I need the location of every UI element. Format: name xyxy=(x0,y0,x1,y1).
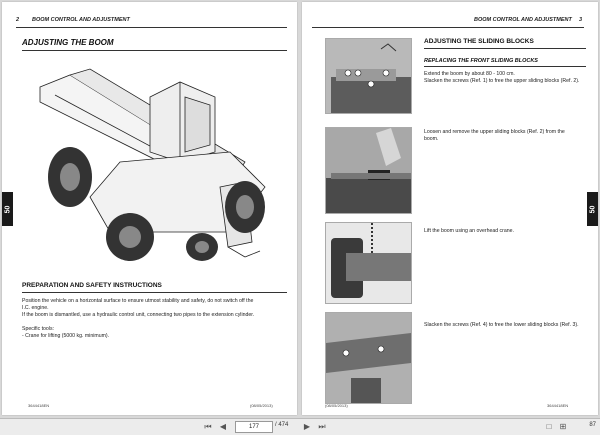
left-header-title: BOOM CONTROL AND ADJUSTMENT xyxy=(32,17,130,23)
right-page xyxy=(302,2,598,415)
photo-step2 xyxy=(325,127,412,214)
wheel-front-left xyxy=(48,147,92,207)
prev-page-icon[interactable]: ◀ xyxy=(219,422,227,431)
step2-line2: boom. xyxy=(424,136,439,142)
left-header xyxy=(16,16,287,28)
left-footer-code: 3644418EN xyxy=(28,403,50,408)
prep-para2: If the boom is dismantled, use a hydraulic control unit, connecting two pipes to the extension cylinder. xyxy=(22,312,255,318)
step4: Slacken the screws (Ref. 4) to free the lower sliding blocks (Ref. 3). xyxy=(424,322,579,328)
right-footer-code: 3644418EN xyxy=(547,403,569,408)
prep-rule xyxy=(22,292,287,293)
tools-item: - Crane for lifting (5000 kg. minimum). xyxy=(22,333,110,339)
last-page-icon[interactable]: ⏭ xyxy=(318,422,326,431)
first-page-icon[interactable]: ⏮ xyxy=(204,422,212,431)
viewer-toolbar xyxy=(0,418,600,435)
step1-line1: Extend the boom by about 80 - 100 cm. xyxy=(424,71,515,77)
zoom-level: 87 xyxy=(589,422,596,428)
left-footer-date: (08/05/2013) xyxy=(250,403,273,408)
left-page-number: 2 xyxy=(16,17,20,23)
right-section-rule xyxy=(424,48,586,49)
step1-line2: Slacken the screws (Ref. 1) to free the upper sliding blocks (Ref. 2). xyxy=(424,78,580,84)
right-page-number: 3 xyxy=(578,17,582,23)
photo-step3 xyxy=(325,222,412,304)
left-page xyxy=(2,2,297,415)
step3: Lift the boom using an overhead crane. xyxy=(424,228,514,234)
next-page-icon[interactable]: ▶ xyxy=(303,422,311,431)
prep-para1-line2: I.C. engine. xyxy=(22,305,49,311)
zoom-icon[interactable]: ⊞ xyxy=(559,422,567,431)
subsection-title: REPLACING THE FRONT SLIDING BLOCKS xyxy=(424,58,538,64)
chapter-tab-left: 50 xyxy=(2,192,13,226)
photo-step4 xyxy=(325,312,412,404)
wheel-rear-right xyxy=(186,233,218,261)
wheel-front-right xyxy=(225,181,265,233)
prep-para1-line1: Position the vehicle on a horizontal surface to ensure utmost stability and safety, do not switch off the xyxy=(22,298,254,304)
right-header-title: BOOM CONTROL AND ADJUSTMENT xyxy=(474,17,572,23)
chapter-tab-right: 50 xyxy=(587,192,598,226)
right-header xyxy=(312,16,584,28)
right-footer-date: (08/05/2013) xyxy=(325,403,348,408)
photo-step1 xyxy=(325,38,412,114)
step2-line1: Loosen and remove the upper sliding blocks (Ref. 2) from the xyxy=(424,129,565,135)
section-title-adjusting-boom: ADJUSTING THE BOOM xyxy=(22,38,114,47)
telehandler-illustration xyxy=(30,57,280,262)
wheel-rear-left xyxy=(106,213,154,261)
subsection-rule xyxy=(424,66,586,67)
prep-title: PREPARATION AND SAFETY INSTRUCTIONS xyxy=(22,282,162,289)
tools-title: Specific tools: xyxy=(22,326,55,332)
fit-page-icon[interactable]: □ xyxy=(546,422,552,431)
section-rule xyxy=(22,50,287,51)
total-pages: / 474 xyxy=(275,422,289,428)
page-number-input[interactable]: 177 xyxy=(235,421,273,433)
section-title-sliding-blocks: ADJUSTING THE SLIDING BLOCKS xyxy=(424,38,534,45)
